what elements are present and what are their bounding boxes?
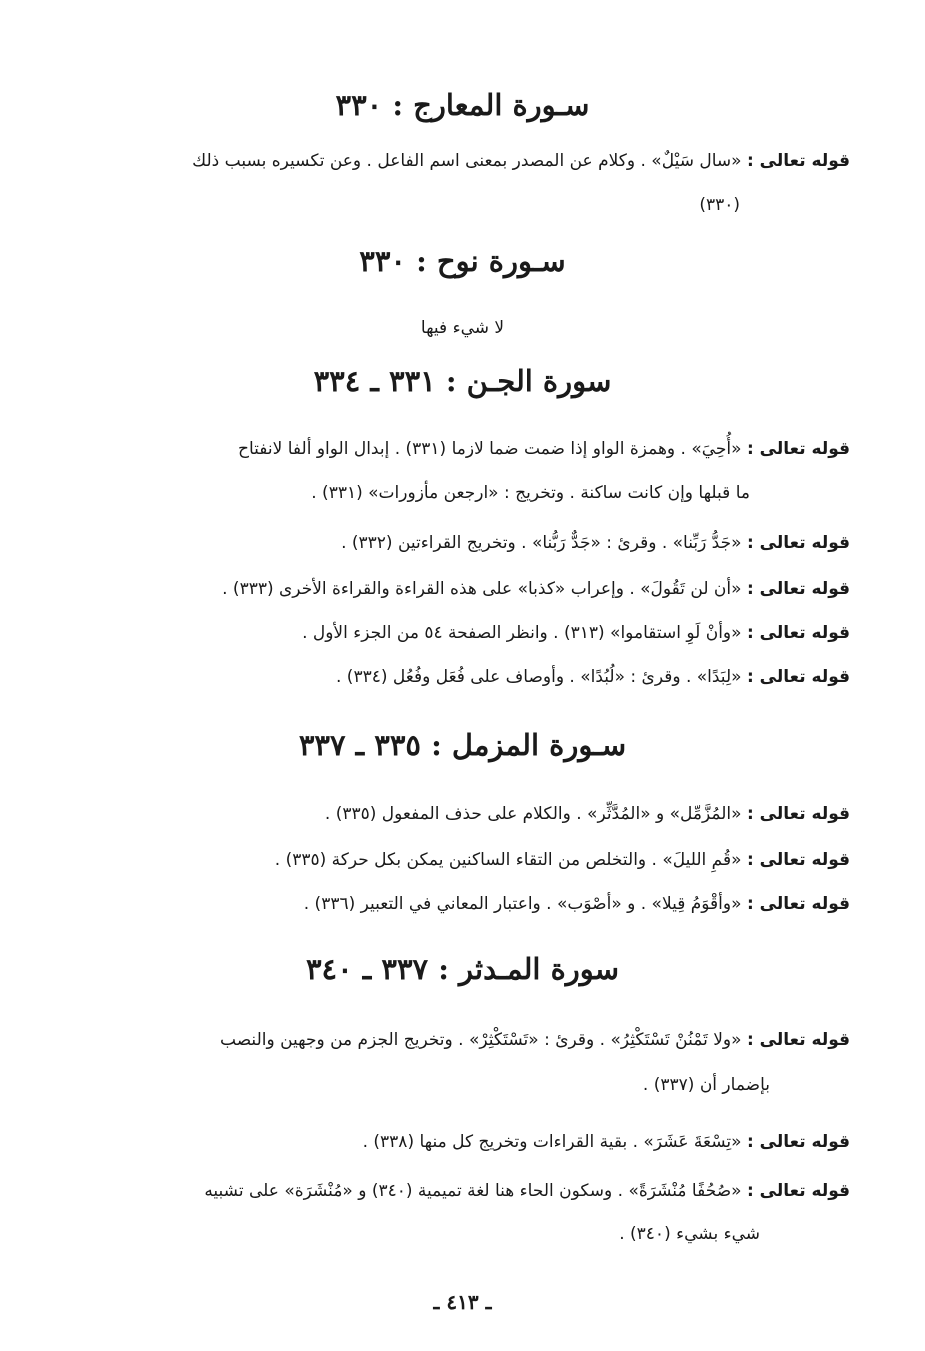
entry-line	[238, 438, 850, 460]
entry-line	[220, 1029, 850, 1051]
section-heading-muzzammil: سـورة المزمل : ٣٣٥ ـ ٣٣٧	[298, 728, 627, 762]
entry-lead: قوله تعالى :	[746, 623, 850, 643]
entry-lead: قوله تعالى :	[746, 533, 850, 553]
section-heading-jinn: سورة الجـن : ٣٣١ ـ ٣٣٤	[313, 364, 612, 398]
entry-lead: قوله تعالى :	[746, 894, 850, 914]
section-heading-nuh: سـورة نوح : ٣٣٠	[359, 244, 566, 278]
entry-lead: قوله تعالى :	[746, 579, 850, 599]
entry-lead: قوله تعالى :	[746, 1181, 850, 1201]
entry-lead: قوله تعالى :	[746, 439, 850, 459]
section-heading-muddaththir: سورة المـدثر : ٣٣٧ ـ ٣٤٠	[305, 952, 620, 986]
entry-lead: قوله تعالى :	[746, 1132, 850, 1152]
entry-continuation: بإضمار أن (٣٣٧) .	[642, 1075, 770, 1095]
entry-text: «تِسْعَةَ عَشَرَ» . بقية القراءات وتخريج كل منها (٣٣٨) .	[362, 1132, 742, 1152]
entry-lead: قوله تعالى :	[746, 151, 850, 171]
section-note: لا شيء فيها	[420, 318, 505, 338]
entry-text: «صُحُفًا مُنْشَرَةً» . وسكون الحاء هنا لغة تميمية (٣٤٠) و «مُنْشَرَة» على تشبيه	[204, 1181, 742, 1201]
entry-text: «أن لن تَقُولَ» . وإعراب «كذبا» على هذه القراءة والقراءة الأخرى (٣٣٣) .	[222, 579, 742, 599]
entry-line	[222, 578, 850, 600]
entry-text: «وأنْ لَوِ استقاموا» (٣١٣) . وانظر الصفحة ٥٤ من الجزء الأول .	[302, 623, 742, 643]
entry-text: «أُحِيَ» . وهمزة الواو إذا ضمت ضما لازما (٣٣١) . إبدال الواو ألفا لانفتاح	[238, 439, 742, 459]
entry-line	[341, 532, 850, 554]
entry-line	[304, 893, 850, 915]
entry-lead: قوله تعالى :	[746, 804, 850, 824]
entry-text: «جَدُّ رَبِّنا» . وقرئ : «جَدٌّ رَبُّنا» . وتخريج القراءتين (٣٣٢) .	[341, 533, 742, 553]
page-number: ـ ٤١٣ ـ	[433, 1290, 492, 1314]
entry-line	[363, 1131, 850, 1153]
entry-text: «سال سَيْلٌ» . وكلام عن المصدر بمعنى اسم الفاعل . وعن تكسيره بسبب ذلك	[192, 151, 742, 171]
entry-line	[275, 849, 850, 871]
entry-text: «لِبَدًا» . وقرئ : «لُبُدًا» . وأوصاف على فُعَل وفُعُل (٣٣٤) .	[335, 667, 742, 687]
entry-line	[204, 1180, 850, 1202]
entry-line	[336, 666, 850, 688]
entry-lead: قوله تعالى :	[746, 1030, 850, 1050]
entry-continuation: (٣٣٠)	[699, 195, 740, 215]
entry-text: «قُمِ الليلَ» . والتخلص من التقاء الساكنين يمكن بكل حركة (٣٣٥) .	[274, 850, 742, 870]
entry-line	[325, 803, 850, 825]
entry-text: «المُزَّمِّل» و «المُدَّثِّر» . والكلام على حذف المفعول (٣٣٥) .	[324, 804, 742, 824]
entry-lead: قوله تعالى :	[746, 667, 850, 687]
entry-continuation: ما قبلها وإن كانت ساكنة . وتخريج : «ارجعن مأزورات» (٣٣١) .	[311, 483, 750, 503]
entry-continuation: شيء بشيء (٣٤٠) .	[619, 1224, 760, 1244]
entry-text: «ولا تَمْنُنْ تَسْتَكْثِرُ» . وقرئ : «تَسْتَكْثِرْ» . وتخريج الجزم من وجهين والنصب	[220, 1030, 742, 1050]
entry-text: «وأقْوَمُ قِيلا» . و «أصْوَب» . واعتبار المعاني في التعبير (٣٣٦) .	[303, 894, 742, 914]
entry-line	[192, 150, 850, 172]
section-heading-maarij: سـورة المعارج : ٣٣٠	[335, 88, 590, 122]
entry-line	[302, 622, 850, 644]
entry-lead: قوله تعالى :	[746, 850, 850, 870]
